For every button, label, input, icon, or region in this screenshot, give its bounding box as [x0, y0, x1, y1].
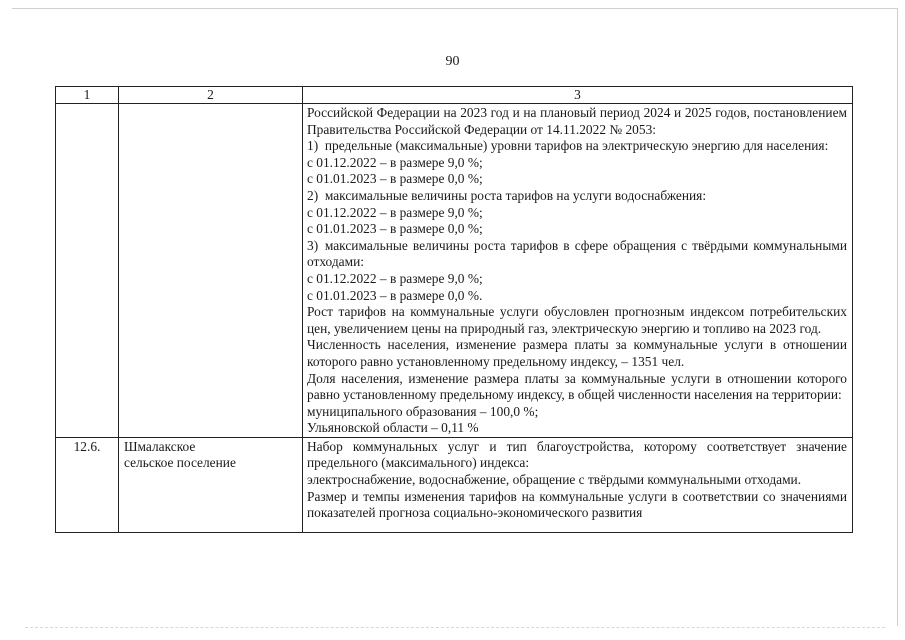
paragraph: электроснабжение, водоснабжение, обращение с твёрдыми коммунальными отходами. [307, 472, 802, 488]
paragraph: 2) максимальные величины роста тарифов на услуги водоснабжения: [307, 187, 707, 203]
paragraph: 3) максимальные величины роста тарифов в сфере обращения с твёрдыми коммунальными отходами: [307, 237, 847, 270]
paragraph: с 01.12.2022 – в размере 9,0 %; [307, 270, 483, 286]
paragraph: Размер и темпы изменения тарифов на коммунальные услуги в соответствии со значениями показателей прогноза социально-экономического развития [307, 488, 847, 521]
paragraph: с 01.12.2022 – в размере 9,0 %; [307, 154, 483, 170]
paragraph: с 01.12.2022 – в размере 9,0 %; [307, 204, 483, 220]
paragraph: Рост тарифов на коммунальные услуги обусловлен прогнозным индексом потребительских цен, увеличением цены на природный газ, электрическую энергию и топливо на 2023 год. [307, 304, 847, 336]
row-description [303, 104, 853, 438]
paragraph: Ульяновской области – 0,11 % [307, 420, 479, 436]
paragraph: Численность населения, изменение размера платы за коммунальные услуги в отношении которого равно установленному предельному индексу, – 1351 чел. [307, 337, 847, 369]
row-name [119, 104, 303, 438]
page-number: 90 [445, 54, 460, 69]
paragraph: Российской Федерации на 2023 год и на плановый период 2024 и 2025 годов, постановлением Правительства Российской Федерации от 14.11.2022 № 2053: [307, 105, 847, 137]
column-header-2: 2 [119, 87, 303, 104]
column-header-3: 3 [303, 87, 853, 104]
document-table [55, 86, 853, 533]
paragraph: Набор коммунальных услуг и тип благоустройства, которому соответствует значение предельного (максимального) индекса: [307, 438, 847, 471]
scan-edge-line [25, 627, 885, 629]
table-header-row [56, 87, 853, 104]
paragraph: с 01.01.2023 – в размере 0,0 %; [307, 221, 483, 237]
row-name-line: Шмалакское [124, 438, 196, 454]
row-name [119, 437, 303, 532]
table-row [56, 437, 853, 532]
row-number: 12.6. [56, 437, 119, 532]
paragraph: муниципального образования – 100,0 %; [307, 403, 539, 419]
paragraph: с 01.01.2023 – в размере 0,0 %. [307, 287, 483, 303]
column-header-1: 1 [56, 87, 119, 104]
row-description [303, 437, 853, 532]
paragraph: с 01.01.2023 – в размере 0,0 %; [307, 171, 483, 187]
paragraph: Доля населения, изменение размера платы за коммунальные услуги в отношении которого равно установленному предельному индексу, в общей численности населения на территории: [307, 370, 847, 403]
row-name-line: сельское поселение [124, 455, 236, 471]
paragraph: 1) предельные (максимальные) уровни тарифов на электрическую энергию для населения: [307, 138, 829, 154]
table-row [56, 104, 853, 438]
row-number [56, 104, 119, 438]
